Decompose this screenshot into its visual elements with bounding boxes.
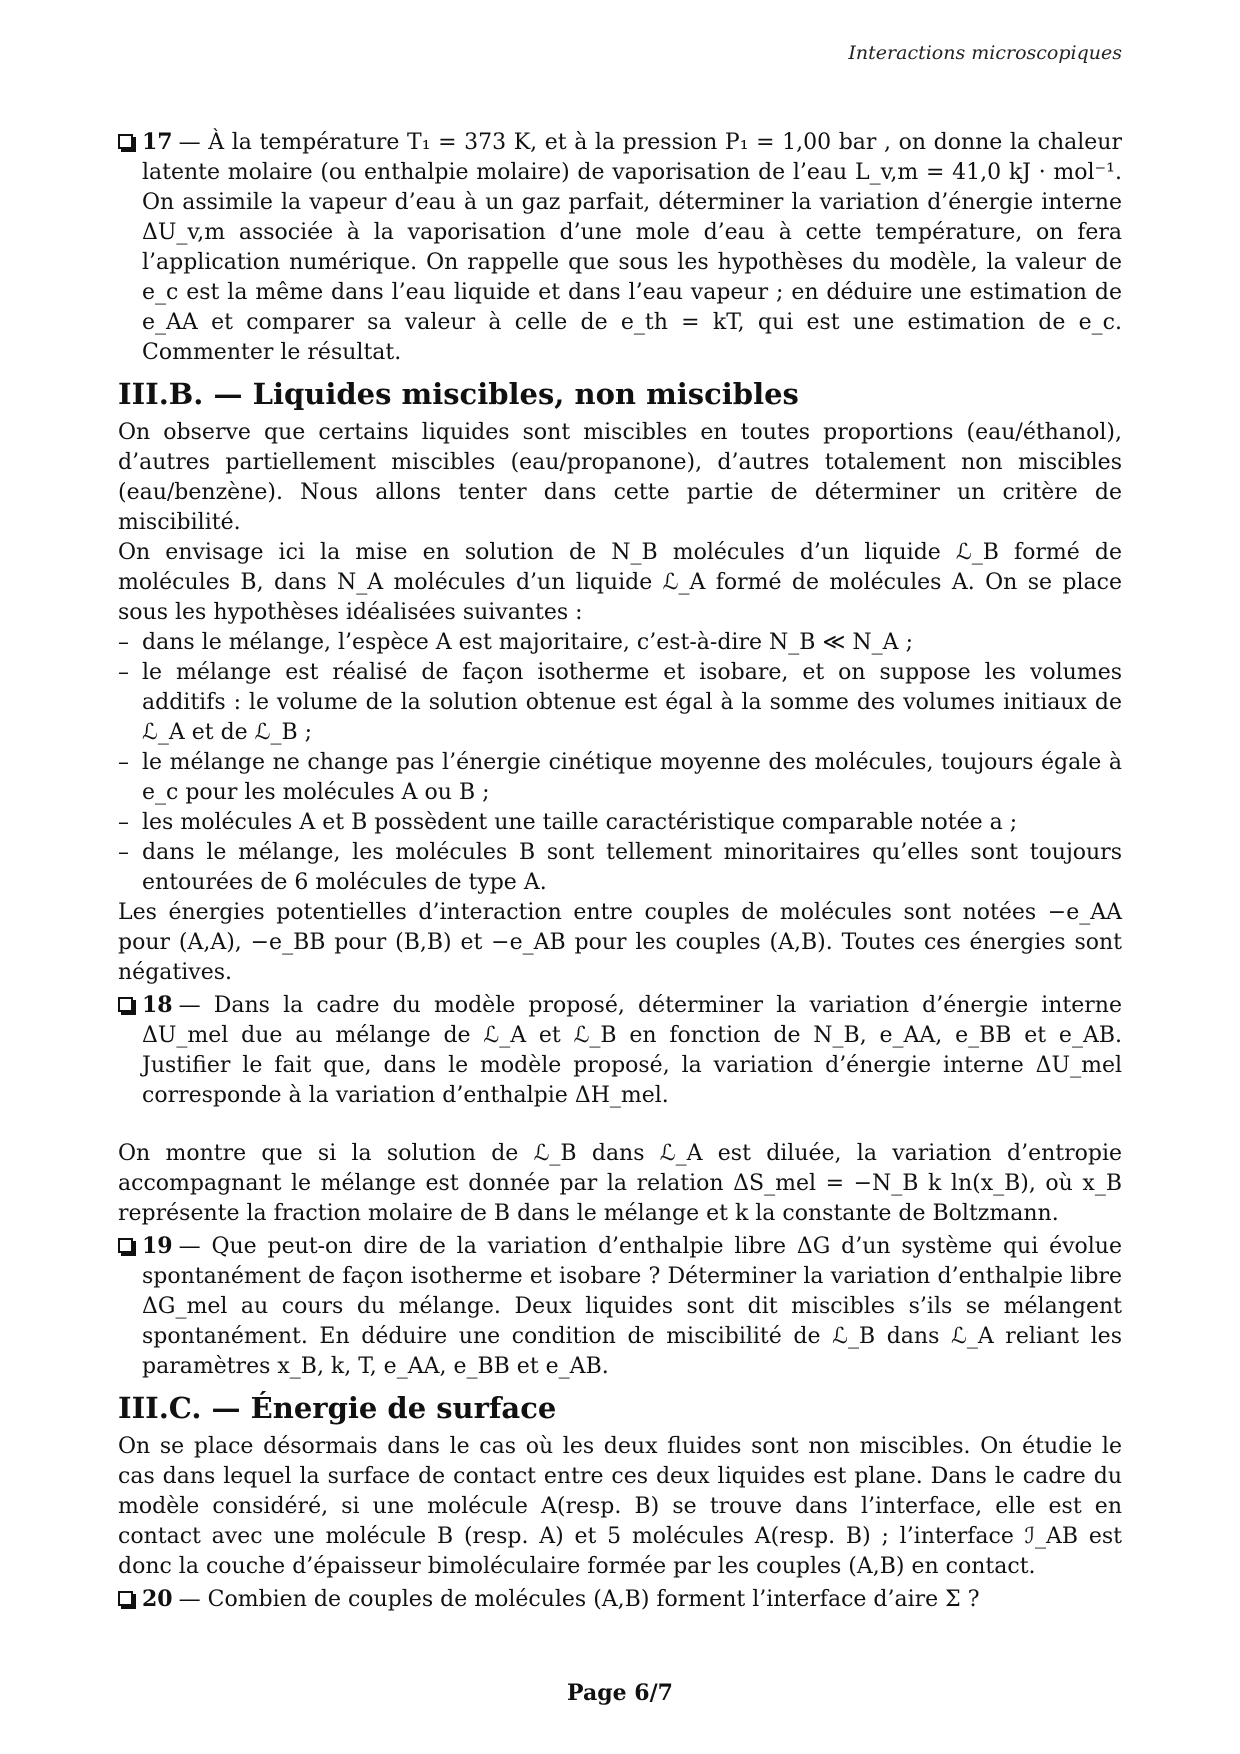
question-17 <box>118 127 1122 368</box>
paragraph-intro-b: On observe que certains liquides sont miscibles en toutes proportions (eau/éthanol), d’autres partiellement miscibles (eau/propanone), d’autres totalement non miscibles (eau/benzène). Nous allons tenter dans cette partie de déterminer un critère de miscibilité. <box>118 420 1122 535</box>
page-number: Page 6/7 <box>567 1680 673 1706</box>
section-title-b: III.B. — Liquides miscibles, non miscibles <box>118 377 799 411</box>
question-text: — À la température T₁ = 373 K, et à la pression P₁ = 1,00 bar , on donne la chaleur latente molaire (ou enthalpie molaire) de vaporisation de l’eau L_v,m = 41,0 kJ · mol⁻¹. On assimile la vapeur d’eau à un gaz parfait, déterminer la variation d’énergie interne ΔU_v,m associée à la vaporisation d’une mole d’eau à cette température, on fera l’application numérique. On rappelle que sous les hypothèses du modèle, la valeur de e_c est la même dans l’eau liquide et dans l’eau vapeur ; en déduire une estimation de e_AA et comparer sa valeur à celle de e_th = kT, qui est une estimation de e_c. Commenter le résultat. <box>142 130 1122 365</box>
checkbox-icon <box>118 1591 133 1606</box>
question-number: 19 <box>142 1233 173 1259</box>
question-text: — Que peut-on dire de la variation d’enthalpie libre ΔG d’un système qui évolue spontanément de façon isotherme et isobare ? Déterminer la variation d’enthalpie libre ΔG_mel au cours du mélange. Deux liquides sont dit miscibles s’ils se mélangent spontanément. En déduire une condition de miscibilité de ℒ_B dans ℒ_A reliant les paramètres x_B, k, T, e_AA, e_BB et e_AB. <box>142 1234 1122 1379</box>
list-item: – dans le mélange, l’espèce A est majoritaire, c’est-à-dire N_B ≪ N_A ; <box>118 628 1122 658</box>
hypotheses-list <box>118 628 1122 898</box>
question-number: 18 <box>142 992 173 1018</box>
section-title-c: III.C. — Énergie de surface <box>118 1391 557 1425</box>
question-18 <box>118 990 1122 1111</box>
paragraph-intro-c: On se place désormais dans le cas où les deux fluides sont non miscibles. On étudie le cas dans lequel la surface de contact entre ces deux liquides est plane. Dans le cadre du modèle considéré, si une molécule A(resp. B) se trouve dans l’interface, elle est en contact avec une molécule B (resp. A) et 5 molécules A(resp. B) ; l’interface ℐ_AB est donc la couche d’épaisseur bimoléculaire formée par les couples (A,B) en contact. <box>118 1434 1122 1579</box>
page-content <box>118 125 1122 1615</box>
list-item: – le mélange est réalisé de façon isotherme et isobare, et on suppose les volumes additifs : le volume de la solution obtenue est égal à la somme des volumes initiaux de ℒ_A et de ℒ_B ; <box>118 658 1122 748</box>
checkbox-icon <box>118 997 133 1012</box>
checkbox-icon <box>118 134 133 149</box>
question-20 <box>118 1584 1122 1615</box>
list-item: – les molécules A et B possèdent une taille caractéristique comparable notée a ; <box>118 808 1122 838</box>
question-text: — Dans la cadre du modèle proposé, déterminer la variation d’énergie interne ΔU_mel due au mélange de ℒ_A et ℒ_B en fonction de N_B, e_AA, e_BB et e_AB. Justifier le fait que, dans le modèle proposé, la variation d’énergie interne ΔU_mel corresponde à la variation d’enthalpie ΔH_mel. <box>142 993 1122 1108</box>
list-item: – dans le mélange, les molécules B sont tellement minoritaires qu’elles sont toujours entourées de 6 molécules de type A. <box>118 838 1122 898</box>
paragraph-setup-b: On envisage ici la mise en solution de N_B molécules d’un liquide ℒ_B formé de molécules B, dans N_A molécules d’un liquide ℒ_A formé de molécules A. On se place sous les hypothèses idéalisées suivantes : <box>118 540 1122 625</box>
question-text: — Combien de couples de molécules (A,B) forment l’interface d’aire Σ ? <box>178 1587 980 1612</box>
running-header: Interactions microscopiques <box>848 42 1122 64</box>
checkbox-icon <box>118 1238 133 1253</box>
question-number: 17 <box>142 129 173 155</box>
paragraph-entropy: On montre que si la solution de ℒ_B dans ℒ_A est diluée, la variation d’entropie accompagnant le mélange est donnée par la relation ΔS_mel = −N_B k ln(x_B), où x_B représente la fraction molaire de B dans le mélange et k la constante de Boltzmann. <box>118 1141 1122 1226</box>
question-number: 20 <box>142 1586 173 1612</box>
paragraph-energies: Les énergies potentielles d’interaction entre couples de molécules sont notées −e_AA pour (A,A), −e_BB pour (B,B) et −e_AB pour les couples (A,B). Toutes ces énergies sont négatives. <box>118 900 1122 985</box>
question-19 <box>118 1231 1122 1382</box>
list-item: – le mélange ne change pas l’énergie cinétique moyenne des molécules, toujours égale à e_c pour les molécules A ou B ; <box>118 748 1122 808</box>
